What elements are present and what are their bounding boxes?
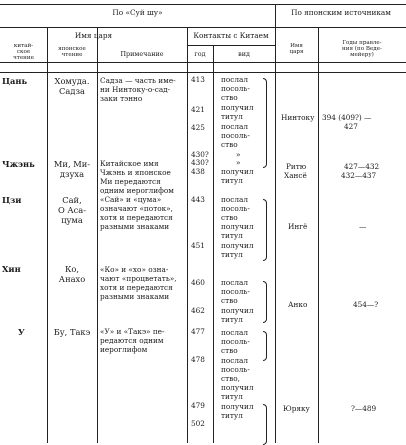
row-zhen-kind-3: титул (221, 176, 243, 185)
row-tsan-note-2: ни Нинтоку-о-сад- (100, 85, 171, 94)
header-contacts: Контакты с Китаем (193, 31, 269, 40)
row-u-year-4: 502 (191, 419, 205, 428)
row-tsan-note-3: заки тэнно (100, 94, 143, 103)
row-tszi-kind-3: ство (221, 213, 238, 222)
row-zhen-reign-1: 427—432 (344, 162, 380, 171)
row-tsan-kind-8: ство (221, 140, 238, 149)
row-u-note-3: иероглифом (100, 345, 148, 354)
row-tsan-kind-1: послал (221, 75, 248, 84)
row-khin-year-1: 460 (191, 278, 205, 287)
bracket-u-top (263, 331, 267, 361)
row-zhen-note-1: Китайское имя (100, 159, 159, 168)
row-u-kind-8: титул (221, 392, 243, 401)
row-khin-note-1: «Ко» и «хо» озна- (100, 265, 169, 274)
row-tszi-kind-2: посоль- (221, 204, 250, 213)
row-zhen-kind-2: получил (221, 167, 254, 176)
row-tsan-kind-3: ство (221, 93, 238, 102)
row-tsan-year-1: 413 (191, 75, 205, 84)
row-khin-note-3: хотя и передаются (100, 283, 173, 292)
rule-col-jname (275, 4, 276, 443)
header-col-chinese-2: ское (16, 49, 31, 55)
row-tszi-japanese-1: Сай, (62, 195, 82, 205)
row-khin-kind-4: получил (221, 306, 254, 315)
row-khin-kind-1: послал (221, 278, 248, 287)
header-col-japanese-2: чтение (61, 52, 83, 58)
row-khin-jname: Анко (288, 300, 308, 309)
rule-header-bottom (0, 72, 406, 73)
header-col-reign-2: ния (по Веде- (342, 46, 382, 52)
rule-col-note (97, 27, 98, 443)
row-tszi-reign: — (359, 222, 367, 231)
row-tszi-note-2: означают «поток», (100, 204, 173, 213)
header-col-chinese-1: китай- (13, 43, 34, 49)
rule-top (0, 4, 406, 5)
row-zhen-reign-2: 432—437 (341, 171, 377, 180)
row-u-year-3: 479 (191, 401, 205, 410)
row-u-note-2: редаются одним (100, 336, 164, 345)
row-tszi-kind-1: послал (221, 195, 248, 204)
row-zhen-japanese-1: Ми, Ми- (53, 159, 91, 169)
row-tszi-chinese: Цзи (2, 195, 22, 205)
row-tszi-japanese-3: цума (61, 215, 83, 225)
bracket-tszi (263, 199, 267, 261)
row-tszi-year-2: 451 (191, 241, 205, 250)
row-tsan-kind-2: посоль- (221, 84, 250, 93)
row-tszi-kind-5: титул (221, 231, 243, 240)
row-u-kind-3: ство (221, 346, 238, 355)
header-col-jname-1: Имя (290, 43, 303, 49)
bracket-u-bottom (263, 404, 267, 445)
header-group-suishu: По «Суй шу» (112, 8, 163, 17)
row-u-japanese-1: Бу, Такэ (53, 327, 91, 337)
row-tszi-note-1: «Сай» и «цума» (100, 195, 162, 204)
row-khin-japanese-1: Ко, (64, 264, 80, 274)
row-zhen-kind-1: » (236, 158, 241, 167)
row-tsan-kind-4: получил (221, 103, 254, 112)
bracket-khin (263, 281, 267, 323)
row-tszi-year-1: 443 (191, 195, 205, 204)
header-col-japanese-1: японское (58, 46, 86, 52)
rule-header-group (0, 27, 406, 28)
row-u-reign: ?—489 (351, 404, 377, 413)
row-tsan-kind-9: » (236, 150, 241, 159)
row-u-kind-10: титул (221, 411, 243, 420)
row-zhen-note-3: Ми передаются (100, 177, 161, 186)
row-khin-year-2: 462 (191, 306, 205, 315)
row-u-kind-1: послал (221, 328, 248, 337)
header-king-name: Имя царя (74, 31, 113, 40)
row-tszi-kind-4: получил (221, 222, 254, 231)
row-tsan-kind-6: послал (221, 122, 248, 131)
row-tsan-japanese-1: Хомуда. (54, 76, 90, 86)
row-tszi-kind-6: получил (221, 241, 254, 250)
row-khin-kind-5: титул (221, 315, 243, 324)
row-tszi-note-3: хотя и передаются (100, 213, 173, 222)
row-tsan-year-4: 430? (191, 150, 209, 159)
header-col-jname-2: царя (289, 49, 304, 55)
row-u-year-2: 478 (191, 355, 205, 364)
row-khin-kind-2: посоль- (221, 287, 250, 296)
header-col-year: год (194, 50, 206, 58)
rule-col-kind (213, 45, 214, 443)
header-col-reign-1: Годы правле- (342, 40, 382, 46)
rule-col-reign (318, 27, 319, 443)
row-zhen-note-2: Чжэнь и японское (100, 168, 171, 177)
row-zhen-year-2: 438 (191, 167, 205, 176)
row-tszi-kind-7: титул (221, 250, 243, 259)
row-khin-note-2: чают «процветать», (100, 274, 177, 283)
row-tsan-year-3: 425 (191, 123, 205, 132)
row-u-kind-7: получил (221, 383, 254, 392)
row-zhen-note-4: одним иероглифом (100, 186, 174, 195)
row-zhen-jname-2: Хансё (284, 171, 307, 180)
rule-contacts (187, 45, 275, 46)
row-tsan-kind-5: титул (221, 112, 243, 121)
row-u-year-1: 477 (191, 327, 205, 336)
header-col-chinese-3: чтение (13, 55, 34, 61)
row-tsan-reign-1: 394 (409?) — (322, 113, 372, 122)
row-tszi-note-4: разными знаками (100, 222, 170, 231)
row-tszi-jname: Ингё (288, 222, 308, 231)
row-u-note-1: «У» и «Такэ» пе- (100, 327, 165, 336)
row-tsan-chinese: Цань (2, 76, 28, 86)
row-tsan-year-2: 421 (191, 105, 205, 114)
row-u-kind-9: получил (221, 402, 254, 411)
row-u-jname: Юряку (283, 404, 310, 413)
rule-col-year (187, 27, 188, 443)
row-khin-reign: 454—? (353, 300, 379, 309)
row-tsan-kind-7: посоль- (221, 131, 250, 140)
header-col-note: Примечание (120, 50, 164, 58)
row-zhen-chinese: Чжэнь (2, 159, 35, 169)
row-khin-note-4: разными знаками (100, 292, 170, 301)
row-u-kind-2: посоль- (221, 337, 250, 346)
row-tszi-japanese-2: О Аса- (57, 205, 87, 215)
rule-header-mid (0, 62, 406, 63)
row-zhen-japanese-2: дзуха (59, 169, 85, 179)
row-u-kind-5: посоль- (221, 365, 250, 374)
row-zhen-jname-1: Ритю (286, 162, 307, 171)
row-khin-japanese-2: Анахо (58, 274, 86, 284)
bracket-tsan (263, 78, 267, 168)
row-khin-kind-3: ство (221, 296, 238, 305)
header-group-japan: По японским источникам (291, 8, 391, 17)
header-col-reign-3: мейеру) (350, 52, 374, 58)
row-tsan-jname: Нинтоку (281, 113, 315, 122)
row-tsan-japanese-2: Садза (59, 86, 85, 96)
row-u-kind-6: ство, (221, 374, 240, 383)
header-col-kind: вид (238, 50, 250, 58)
row-u-kind-4: послал (221, 356, 248, 365)
row-tsan-reign-2: 427 (344, 122, 358, 131)
row-tsan-note-1: Садза — часть име- (100, 76, 176, 85)
row-khin-chinese: Хин (2, 264, 21, 274)
row-zhen-year-1: 430? (191, 158, 209, 167)
row-u-chinese: У (18, 327, 25, 337)
